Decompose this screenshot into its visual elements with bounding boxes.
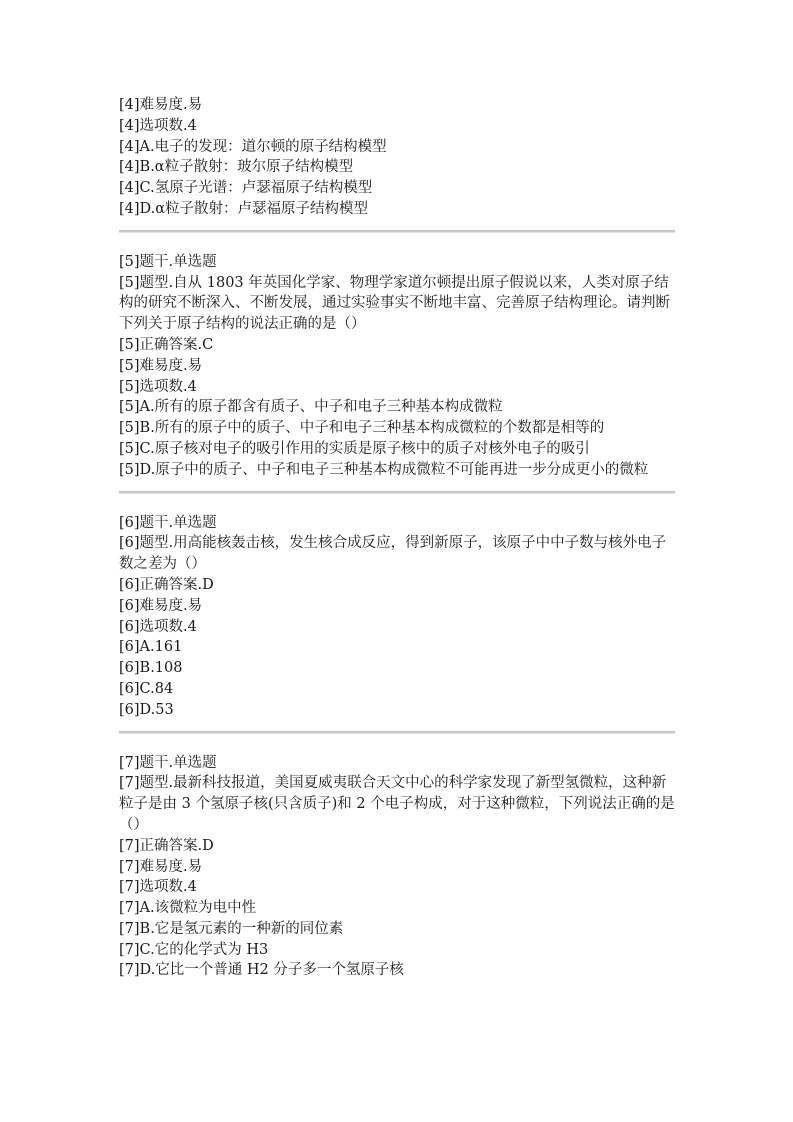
question-block-4 <box>119 95 675 233</box>
spacer <box>119 233 675 252</box>
question-5-option-b: [5]B.所有的原子中的质子、中子和电子三种基本构成微粒的个数都是相等的 <box>119 420 605 437</box>
question-block-5 <box>119 252 675 494</box>
question-5-stem: [5]题干.单选题 <box>119 253 217 270</box>
question-4-option-d: [4]D.α粒子散射：卢瑟福原子结构模型 <box>119 200 369 217</box>
spacer <box>119 734 675 753</box>
question-7-option-b: [7]B.它是氢元素的一种新的同位素 <box>119 920 344 937</box>
question-7-answer: [7]正确答案.D <box>119 837 214 854</box>
question-6-difficulty: [6]难易度.易 <box>119 597 203 614</box>
question-6-stem: [6]题干.单选题 <box>119 514 217 531</box>
question-5-option-c: [5]C.原子核对电子的吸引作用的实质是原子核中的质子对核外电子的吸引 <box>119 440 590 457</box>
question-4-option-a: [4]A.电子的发现：道尔顿的原子结构模型 <box>119 138 387 155</box>
question-7-option-count: [7]选项数.4 <box>119 879 197 896</box>
question-5-difficulty: [5]难易度.易 <box>119 357 203 374</box>
question-6-answer: [6]正确答案.D <box>119 576 214 593</box>
question-7-option-d: [7]D.它比一个普通 H2 分子多一个氢原子核 <box>119 962 404 979</box>
question-block-7 <box>119 753 675 982</box>
question-4-option-count: [4]选项数.4 <box>119 117 197 134</box>
question-4-option-c: [4]C.氢原子光谱：卢瑟福原子结构模型 <box>119 180 373 197</box>
question-5-option-d: [5]D.原子中的质子、中子和电子三种基本构成微粒不可能再进一步分成更小的微粒 <box>119 461 649 478</box>
question-7-text: [7]题型.最新科技报道，美国夏威夷联合天文中心的科学家发现了新型氢微粒，这种新粒子是由 3 个氢原子核(只含质子)和 2 个电子构成，对于这种微粒，下列说法正确的是（） <box>119 775 675 833</box>
question-5-text: [5]题型.自从 1803 年英国化学家、物理学家道尔顿提出原子假说以来，人类对原子结构的研究不断深入、不断发展，通过实验事实不断地丰富、完善原子结构理论。请判断下列关于原子结构的说法正确的是（） <box>119 274 670 333</box>
question-6-option-count: [6]选项数.4 <box>119 618 197 635</box>
question-4-option-b: [4]B.α粒子散射：玻尔原子结构模型 <box>119 159 354 176</box>
question-6-option-b: [6]B.108 <box>119 660 183 677</box>
question-6-option-d: [6]D.53 <box>119 701 174 718</box>
question-5-option-a: [5]A.所有的原子都含有质子、中子和电子三种基本构成微粒 <box>119 399 503 416</box>
question-7-difficulty: [7]难易度.易 <box>119 858 203 875</box>
question-6-text: [6]题型.用高能核轰击核，发生核合成反应，得到新原子，该原子中中子数与核外电子数之差为（） <box>119 535 667 573</box>
question-5-answer: [5]正确答案.C <box>119 336 214 353</box>
question-6-option-a: [6]A.161 <box>119 639 183 656</box>
document-page <box>119 95 675 981</box>
question-4-difficulty: [4]难易度.易 <box>119 97 203 113</box>
spacer <box>119 494 675 513</box>
question-5-option-count: [5]选项数.4 <box>119 378 197 395</box>
question-7-option-c: [7]C.它的化学式为 H3 <box>119 941 269 958</box>
question-6-option-c: [6]C.84 <box>119 680 174 697</box>
question-7-stem: [7]题干.单选题 <box>119 754 217 771</box>
question-block-6 <box>119 513 675 734</box>
question-7-option-a: [7]A.该微粒为电中性 <box>119 900 257 917</box>
